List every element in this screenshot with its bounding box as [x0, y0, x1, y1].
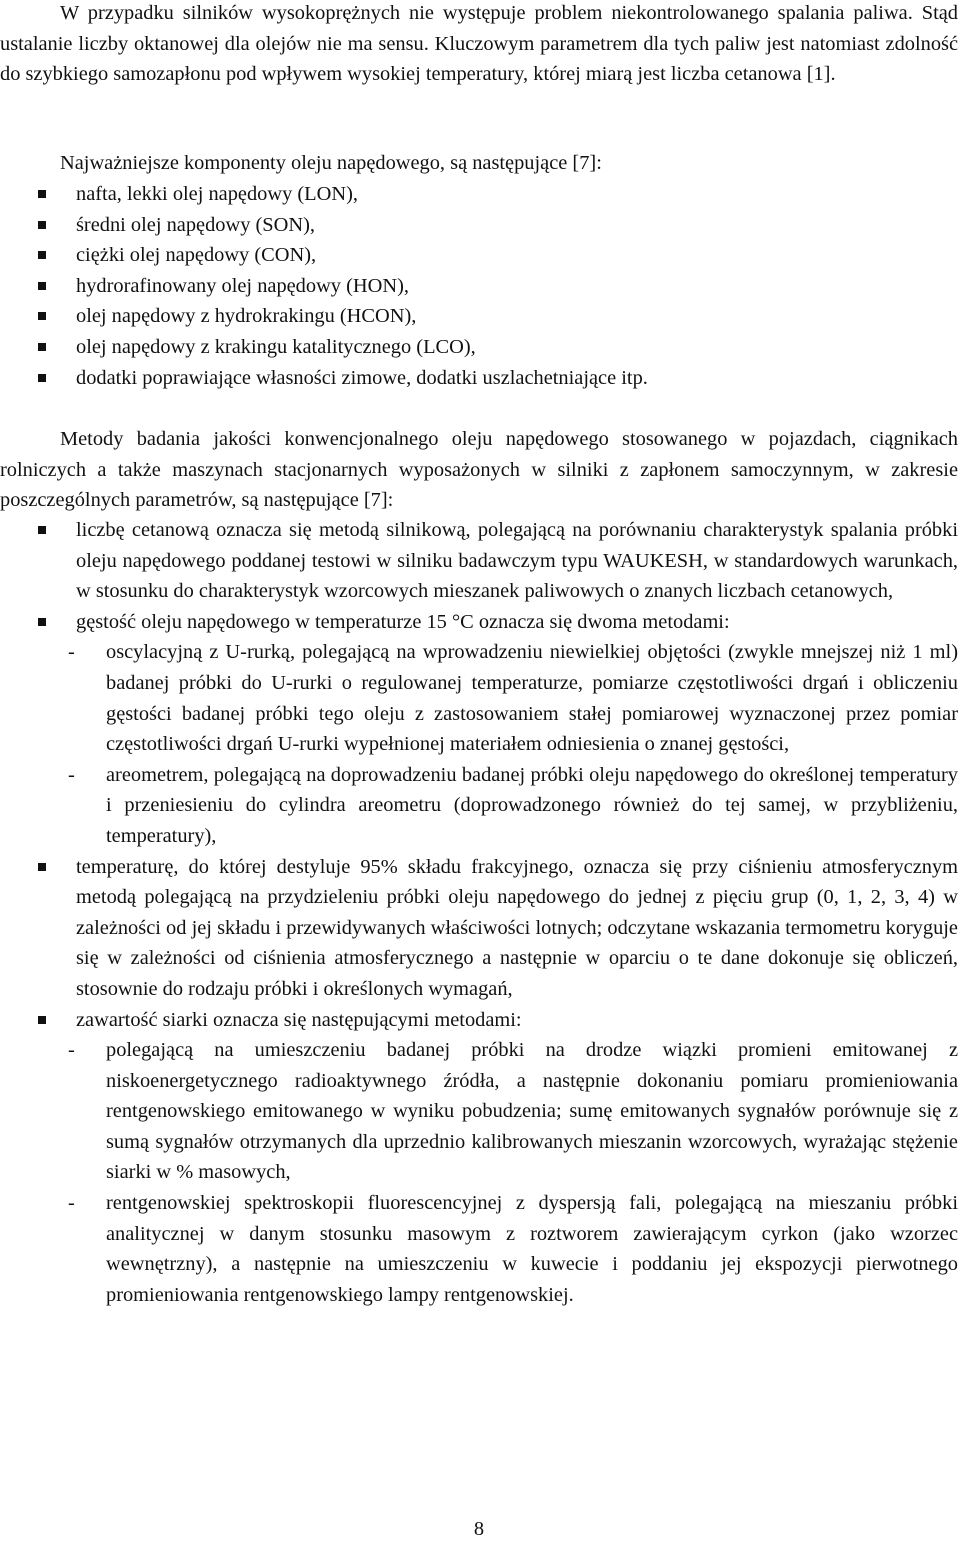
- method-text: temperaturę, do której destyluje 95% składu frakcyjnego, oznacza się przy ciśnieniu atmosferycznym metodą polegającą na przydzieleniu próbki oleju napędowego do jednej z pięciu grup (0, 1, 2, 3, 4) w zależności od jej składu i przewidywanych właściwości lotnych; odczytane wskazania termometru koryguje się w zależności od ciśnienia atmosferycznego a następnie w oparciu o te dane dokonuje się obliczeń, stosownie do rodzaju próbki i określonych wymagań,: [76, 855, 958, 1000]
- square-bullet-icon: [38, 343, 46, 351]
- list-item-text: średni olej napędowy (SON),: [76, 213, 315, 236]
- sub-list-item-text: oscylacyjną z U-rurką, polegającą na wprowadzeniu niewielkiej objętości (zwykle mnejszej niż 1 ml) badanej próbki do U-rurki o regulowanej temperaturze, pomiarze częstotliwości drgań i obliczeniu gęstości badanej próbki tego oleju z zastosowaniem stałej pomiarowej wyznaczonej przez pomiar częstotliwości drgań U-rurki wypełnionej materiałem odniesienia o znanej gęstości,: [106, 641, 958, 756]
- methods-paragraph: Metody badania jakości konwencjonalnego oleju napędowego stosowanego w pojazdach, ciągnikach rolniczych a także maszynach stacjonarnych wyposażonych w silniki z zapłonem samoczynnym, w zakresie poszczególnych parametrów, są następujące [7]:: [0, 428, 958, 512]
- square-bullet-icon: [38, 282, 46, 290]
- list-item: [0, 240, 958, 271]
- method-item-distillation: [0, 852, 958, 1005]
- dash-marker: -: [68, 1039, 75, 1062]
- sub-list-item: [68, 1188, 958, 1310]
- list-item: [0, 271, 958, 302]
- dash-marker: -: [68, 1192, 75, 1215]
- list-item-text: olej napędowy z hydrokrakingu (HCON),: [76, 305, 417, 328]
- method-item-sulfur: [0, 1005, 958, 1311]
- list-item: [0, 210, 958, 241]
- list-item: [0, 363, 958, 394]
- list-item-text: ciężki olej napędowy (CON),: [76, 244, 317, 267]
- method-text: gęstość oleju napędowego w temperaturze 15 °C oznacza się dwoma metodami:: [76, 610, 730, 633]
- page-number: 8: [473, 1518, 485, 1540]
- square-bullet-icon: [38, 374, 46, 382]
- method-text: zawartość siarki oznacza się następującymi metodami:: [76, 1008, 522, 1031]
- list-item-text: nafta, lekki olej napędowy (LON),: [76, 183, 358, 205]
- components-heading: Najważniejsze komponenty oleju napędowego, są następujące [7]:: [60, 152, 602, 174]
- list-item: [0, 332, 958, 363]
- density-methods-sublist: [68, 637, 958, 851]
- sub-list-item: [68, 1035, 958, 1188]
- square-bullet-icon: [38, 863, 46, 871]
- square-bullet-icon: [38, 1016, 46, 1024]
- sub-list-item: [68, 637, 958, 759]
- square-bullet-icon: [38, 221, 46, 229]
- dash-marker: -: [68, 763, 75, 786]
- intro-paragraph: W przypadku silników wysokoprężnych nie występuje problem niekontrolowanego spalania paliwa. Stąd ustalanie liczby oktanowej dla olejów nie ma sensu. Kluczowym parametrem dla tych paliw jest natomiast zdolność do szybkiego samozapłonu pod wpływem wysokiej temperatury, której miarą jest liczba cetanowa [1].: [0, 2, 958, 86]
- sub-list-item-text: polegającą na umieszczeniu badanej próbki na drodze wiązki promieni emitowanej z niskoenergetycznego radioaktywnego źródła, a następnie dokonaniu pomiaru promieniowania rentgenowskiego emitowanego w wyniku pobudzenia; sumę emitowanych sygnałów porównuje się z sumą sygnałów otrzymanych dla uprzednio kalibrowanych mieszanin wzorcowych, wyrażając stężenie siarki w % masowych,: [106, 1039, 958, 1184]
- list-item-text: hydrorafinowany olej napędowy (HON),: [76, 274, 409, 297]
- sub-list-item-text: areometrem, polegającą na doprowadzeniu badanej próbki oleju napędowego do określonej temperatury i przeniesieniu do cylindra areometru (doprowadzonego również do tej samej, w przybliżeniu, temperatury),: [106, 763, 958, 847]
- list-item: [0, 301, 958, 332]
- method-item-cetane: [0, 515, 958, 607]
- method-item-density: [0, 607, 958, 852]
- square-bullet-icon: [38, 312, 46, 320]
- square-bullet-icon: [38, 526, 46, 534]
- methods-list: [0, 515, 958, 1310]
- method-text: liczbę cetanową oznacza się metodą silnikową, polegającą na porównaniu charakterystyk spalania próbki oleju napędowego poddanej testowi w silniku badawczym typu WAUKESH, w standardowych warunkach, w stosunku do charakterystyk wzorcowych mieszanek paliwowych o znanych liczbach cetanowych,: [76, 519, 958, 603]
- sub-list-item: [68, 760, 958, 852]
- list-item-text: olej napędowy z krakingu katalitycznego (LCO),: [76, 335, 476, 358]
- square-bullet-icon: [38, 251, 46, 259]
- sub-list-item-text: rentgenowskiej spektroskopii fluorescencyjnej z dyspersją fali, polegającą na mieszaniu próbki analitycznej w danym stosunku masowym z roztworem zawierającym cyrkon (jako wzorzec wewnętrzny), a następnie na umieszczeniu w kuwecie i poddaniu jej ekspozycji pierwotnego promieniowania rentgenowskiego lampy rentgenowskiej.: [106, 1192, 958, 1306]
- list-item-text: dodatki poprawiające własności zimowe, dodatki uszlachetniające itp.: [76, 366, 648, 389]
- sulfur-methods-sublist: [68, 1035, 958, 1310]
- list-item: [0, 179, 958, 210]
- components-list: [0, 179, 958, 393]
- dash-marker: -: [68, 641, 75, 664]
- square-bullet-icon: [38, 190, 46, 198]
- square-bullet-icon: [38, 618, 46, 626]
